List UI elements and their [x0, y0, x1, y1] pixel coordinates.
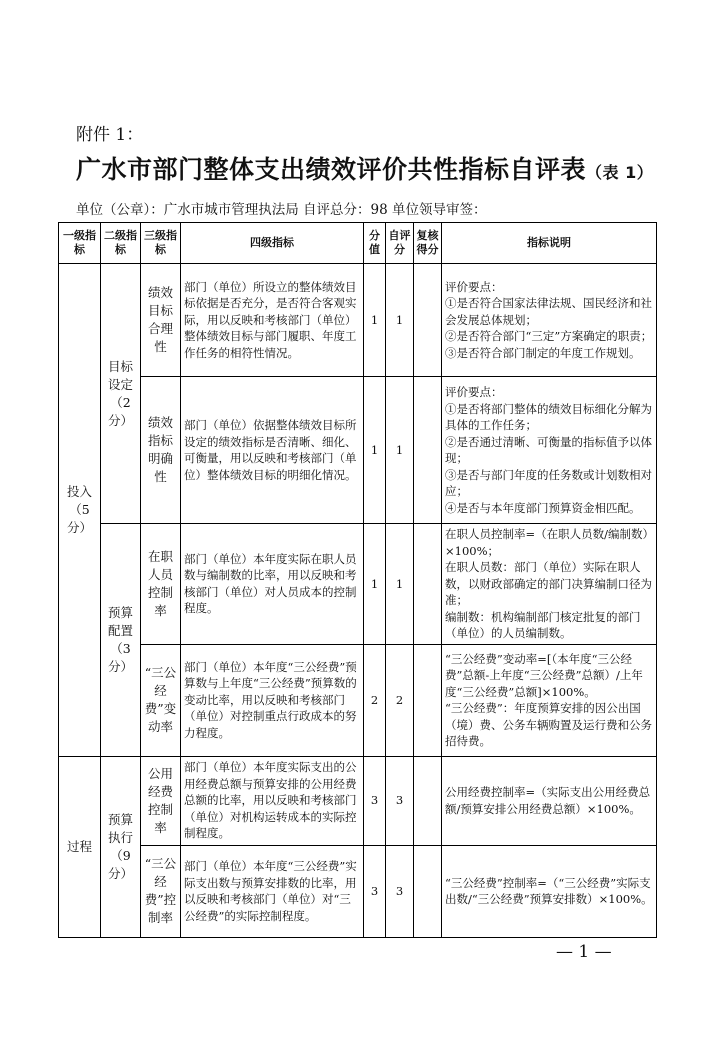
self-score-cell: 1 — [386, 524, 414, 645]
header-level1: 一级指标 — [59, 223, 101, 264]
level2-budget-exec: 预算执行（9分） — [101, 756, 141, 937]
explain-cell: “三公经费”控制率=（“三公经费”实际支出数/“三公经费”预算安排数）×100%。 — [442, 845, 657, 937]
level4-cell: 部门（单位）依据整体绩效目标所设定的绩效指标是否清晰、细化、可衡量，用以反映和考核部门（单位）整体绩效目标的明细化情况。 — [181, 377, 364, 524]
score-cell: 2 — [364, 644, 386, 756]
header-self-score: 自评分 — [386, 223, 414, 264]
level4-cell: 部门（单位）本年度实际在职人员数与编制数的比率，用以反映和考核部门（单位）对人员成本的控制程度。 — [181, 524, 364, 645]
explain-cell: 评价要点： ①是否符合国家法律法规、国民经济和社会发展总体规划； ②是否符合部门“三定”方案确定的职责； ③是否符合部门制定的年度工作规划。 — [442, 264, 657, 377]
header-level3: 三级指标 — [141, 223, 181, 264]
page-number: — 1 — — [556, 942, 612, 962]
review-score-cell — [414, 845, 442, 937]
review-score-cell — [414, 756, 442, 845]
level4-cell: 部门（单位）本年度“三公经费”实际支出数与预算安排数的比率，用以反映和考核部门（单位）对“三公经费”的实际控制程度。 — [181, 845, 364, 937]
explain-cell: 在职人员控制率=（在职人员数/编制数）×100%； 在职人员数：部门（单位）实际在职人数，以财政部确定的部门决算编制口径为准； 编制数：机构编制部门核定批复的部门（单位）的人员编制数。 — [442, 524, 657, 645]
table-row — [59, 264, 657, 377]
self-score-cell: 1 — [386, 264, 414, 377]
level4-cell: 部门（单位）本年度“三公经费”预算数与上年度“三公经费”预算数的变动比率，用以反映和考核部门（单位）对控制重点行政成本的努力程度。 — [181, 644, 364, 756]
level1-input: 投入（5分） — [59, 264, 101, 757]
level4-cell: 部门（单位）所设立的整体绩效目标依据是否充分，是否符合客观实际，用以反映和考核部门（单位）整体绩效目标与部门履职、年度工作任务的相符性情况。 — [181, 264, 364, 377]
header-level2: 二级指标 — [101, 223, 141, 264]
table-row — [59, 644, 657, 756]
annex-label: 附件 1： — [76, 125, 144, 145]
level3-cell: 公用经费控制率 — [141, 756, 181, 845]
header-row — [59, 223, 657, 264]
title-tag: （表 1） — [586, 163, 654, 182]
score-cell: 1 — [364, 524, 386, 645]
level3-cell: 绩效目标合理性 — [141, 264, 181, 377]
level3-cell: 在职人员控制率 — [141, 524, 181, 645]
explain-cell: 评价要点： ①是否将部门整体的绩效目标细化分解为具体的工作任务； ②是否通过清晰、可衡量的指标值予以体现； ③是否与部门年度的任务数或计划数相对应； ④是否与本年度部门预算资金相匹配。 — [442, 377, 657, 524]
header-score: 分值 — [364, 223, 386, 264]
review-score-cell — [414, 264, 442, 377]
header-explain: 指标说明 — [442, 223, 657, 264]
explain-cell: 公用经费控制率=（实际支出公用经费总额/预算安排公用经费总额）×100%。 — [442, 756, 657, 845]
evaluation-table — [58, 222, 657, 938]
title-text: 广水市部门整体支出绩效评价共性指标自评表 — [76, 155, 587, 184]
level3-cell: 绩效指标明确性 — [141, 377, 181, 524]
self-score-cell: 3 — [386, 756, 414, 845]
score-cell: 1 — [364, 264, 386, 377]
header-level4: 四级指标 — [181, 223, 364, 264]
explain-cell: “三公经费”变动率=[（本年度“三公经费”总额-上年度“三公经费”总额）/上年度“三公经费”总额]×100%。 “三公经费”：年度预算安排的因公出国（境）费、公务车辆购置及运行费和公务招待费。 — [442, 644, 657, 756]
level4-cell: 部门（单位）本年度实际支出的公用经费总额与预算安排的公用经费总额的比率，用以反映和考核部门（单位）对机构运转成本的实际控制程度。 — [181, 756, 364, 845]
unit-line: 单位（公章）：广水市城市管理执法局 自评总分：98 单位领导审签： — [76, 202, 487, 218]
review-score-cell — [414, 524, 442, 645]
header-review-score: 复核得分 — [414, 223, 442, 264]
level2-goal: 目标设定（2分） — [101, 264, 141, 524]
review-score-cell — [414, 377, 442, 524]
level2-budget-config: 预算配置（3分） — [101, 524, 141, 757]
self-score-cell: 2 — [386, 644, 414, 756]
level3-cell: “三公经费”控制率 — [141, 845, 181, 937]
score-cell: 1 — [364, 377, 386, 524]
self-score-cell: 1 — [386, 377, 414, 524]
self-score-cell: 3 — [386, 845, 414, 937]
table-row — [59, 845, 657, 937]
level3-cell: “三公经费”变动率 — [141, 644, 181, 756]
table-row — [59, 524, 657, 645]
level1-process: 过程 — [59, 756, 101, 937]
review-score-cell — [414, 644, 442, 756]
table-row — [59, 756, 657, 845]
table-row — [59, 377, 657, 524]
score-cell: 3 — [364, 756, 386, 845]
score-cell: 3 — [364, 845, 386, 937]
page-title — [76, 150, 653, 186]
